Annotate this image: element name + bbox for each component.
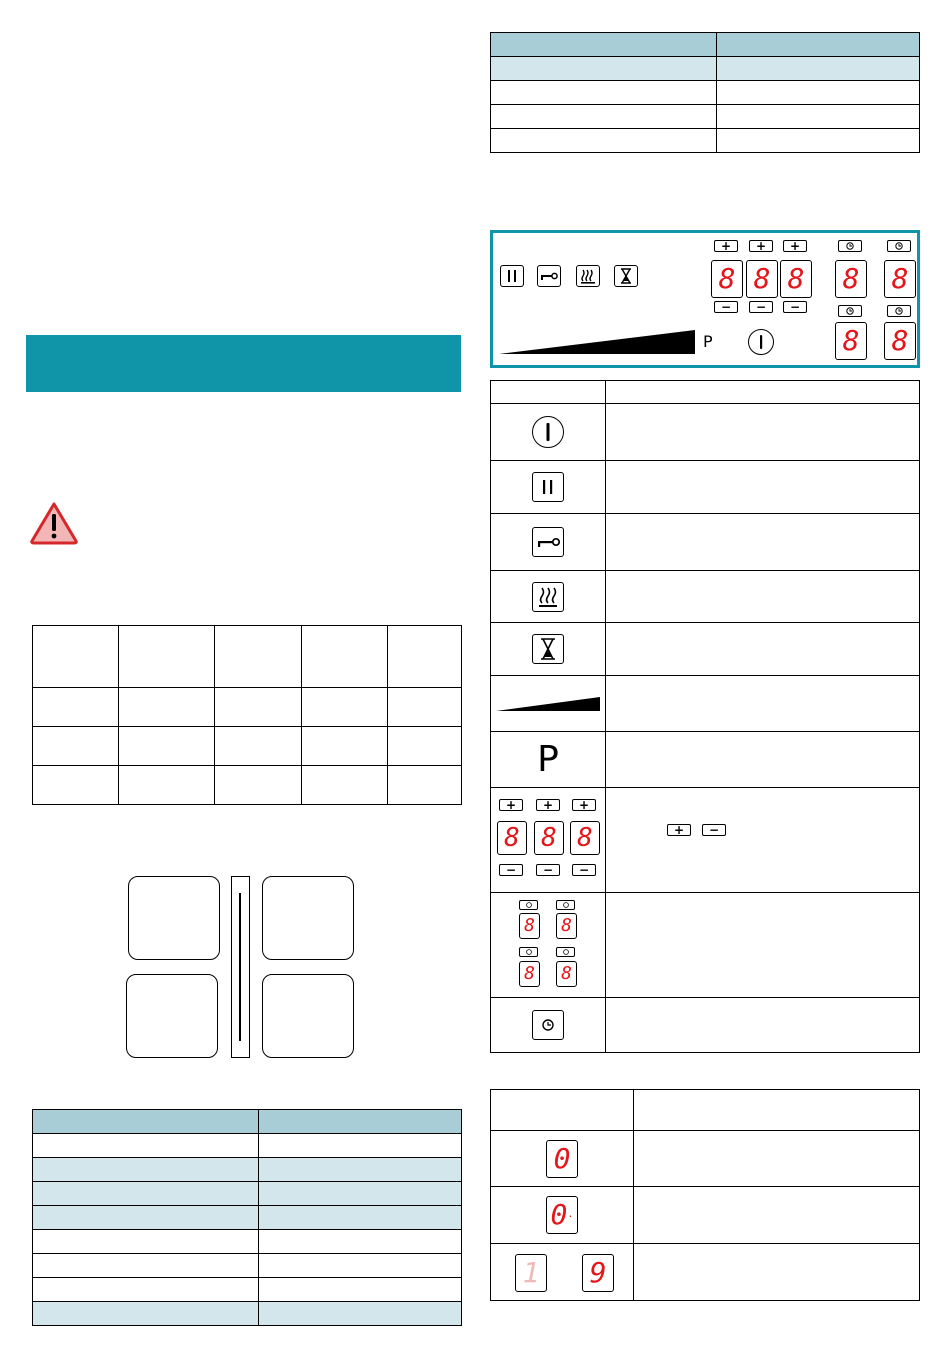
zone-display	[746, 260, 778, 298]
status-digit: 0 .	[550, 1198, 574, 1231]
table-row	[491, 33, 920, 57]
plus-icon: +	[578, 798, 590, 812]
plus-icon: +	[755, 239, 767, 253]
table-row	[33, 1182, 462, 1206]
minus-icon: −	[720, 300, 732, 314]
key-lock-icon	[532, 527, 564, 557]
minus-icon: −	[708, 823, 720, 837]
control-strip	[231, 876, 250, 1058]
table-row	[491, 732, 920, 788]
zone-display	[497, 821, 527, 855]
timer-clock-icon[interactable]	[887, 240, 911, 252]
status-display	[515, 1254, 547, 1292]
key-lock-icon[interactable]	[537, 265, 561, 287]
minus-button	[702, 824, 726, 836]
power-slider-icon[interactable]	[499, 328, 695, 356]
timer-digit: 8	[842, 262, 860, 295]
plus-button	[536, 799, 560, 811]
cooking-zone	[262, 974, 354, 1058]
timer-clock-icon[interactable]	[887, 305, 911, 317]
minus-button[interactable]	[783, 301, 807, 313]
spec-table	[32, 625, 462, 805]
zone-digit: 8	[753, 262, 771, 295]
timer-display	[884, 322, 916, 360]
table-row	[491, 1090, 920, 1131]
zone-digit: 8	[541, 823, 557, 853]
table-row	[491, 514, 920, 571]
zone-digit: 8	[718, 262, 736, 295]
top-table	[490, 32, 920, 153]
table-row	[33, 727, 462, 766]
minus-icon: −	[789, 300, 801, 314]
table-row	[491, 998, 920, 1053]
minus-button	[536, 864, 560, 876]
timer-display	[835, 260, 867, 298]
timer-digit: 8	[524, 915, 535, 936]
plus-icon: +	[542, 798, 554, 812]
control-panel	[490, 230, 920, 368]
table-row	[33, 1206, 462, 1230]
table-row	[33, 626, 462, 688]
zone-display	[780, 260, 812, 298]
table-row	[491, 461, 920, 514]
status-digit: 0	[553, 1141, 571, 1175]
cooking-zone	[126, 974, 218, 1058]
timer-clock-icon	[556, 947, 575, 957]
minus-icon: −	[505, 863, 517, 877]
table-row	[33, 1158, 462, 1182]
table-row	[33, 1110, 462, 1134]
plus-button[interactable]	[749, 240, 773, 252]
zone-digit: 8	[577, 823, 593, 853]
booster-icon: P	[537, 738, 559, 780]
minus-icon: −	[755, 300, 767, 314]
table-row	[491, 57, 920, 81]
plus-icon: +	[789, 239, 801, 253]
table-row	[491, 676, 920, 732]
timer-clock-icon	[556, 900, 575, 910]
zone-digit: 8	[504, 823, 520, 853]
plus-icon: +	[505, 798, 517, 812]
timer-display	[556, 961, 577, 987]
timer-display	[835, 322, 867, 360]
cooking-zone	[128, 876, 220, 960]
timer-display	[884, 260, 916, 298]
timer-digit: 8	[561, 915, 572, 936]
table-row	[33, 1230, 462, 1254]
minus-button[interactable]	[749, 301, 773, 313]
plus-button[interactable]	[714, 240, 738, 252]
table-row	[491, 404, 920, 461]
table-row	[491, 893, 920, 998]
table-row	[33, 1134, 462, 1158]
table-row	[491, 788, 920, 893]
power-icon[interactable]	[748, 329, 774, 355]
warning-triangle-icon	[29, 501, 79, 545]
keep-warm-icon[interactable]	[576, 265, 600, 287]
timer-clock-icon[interactable]	[838, 305, 862, 317]
timer-clock-icon	[519, 947, 538, 957]
keep-warm-icon	[532, 582, 564, 612]
symbol-table	[490, 380, 920, 1053]
table-row	[491, 1131, 920, 1187]
section-header-band	[26, 335, 461, 392]
timer-digit: 8	[561, 963, 572, 984]
timer-clock-icon	[532, 1010, 564, 1040]
status-display	[546, 1196, 578, 1234]
timer-display	[519, 961, 540, 987]
table-row	[33, 1278, 462, 1302]
status-digit: 9	[589, 1256, 607, 1289]
zone-display	[711, 260, 743, 298]
zone-digit: 8	[787, 262, 805, 295]
table-row	[33, 1302, 462, 1326]
table-row	[491, 381, 920, 404]
timer-clock-icon[interactable]	[838, 240, 862, 252]
timer-clock-icon	[519, 900, 538, 910]
table-row	[491, 571, 920, 623]
table-row	[33, 1254, 462, 1278]
plus-button[interactable]	[783, 240, 807, 252]
hourglass-icon[interactable]	[614, 265, 638, 287]
pause-icon[interactable]	[500, 265, 524, 287]
zone-display	[570, 821, 600, 855]
plus-icon: +	[673, 823, 685, 837]
table-row	[33, 688, 462, 727]
zone-display	[534, 821, 564, 855]
pause-icon	[532, 472, 564, 502]
table-row	[491, 81, 920, 105]
table-row	[491, 1244, 920, 1301]
timer-display	[556, 913, 577, 939]
plus-button	[499, 799, 523, 811]
timer-digit: 8	[891, 324, 909, 357]
minus-button[interactable]	[714, 301, 738, 313]
minus-button	[572, 864, 596, 876]
table-row	[491, 1187, 920, 1244]
power-icon	[532, 416, 564, 448]
table-row	[491, 623, 920, 676]
hob-diagram	[125, 875, 357, 1060]
minus-icon: −	[578, 863, 590, 877]
plus-icon: +	[720, 239, 732, 253]
plus-button	[572, 799, 596, 811]
timer-digit: 8	[524, 963, 535, 984]
display-table	[490, 1089, 920, 1301]
minus-button	[499, 864, 523, 876]
booster-label[interactable]: P	[703, 332, 713, 351]
hourglass-icon	[532, 634, 564, 664]
plus-button	[667, 824, 691, 836]
status-display	[546, 1140, 578, 1178]
table-row	[491, 105, 920, 129]
timer-digit: 8	[842, 324, 860, 357]
power-slider-icon	[496, 696, 600, 712]
timer-display	[519, 913, 540, 939]
minus-icon: −	[542, 863, 554, 877]
timer-digit: 8	[891, 262, 909, 295]
table-row	[33, 766, 462, 805]
status-display	[582, 1254, 614, 1292]
table-row	[491, 129, 920, 153]
status-digit: 1	[522, 1256, 540, 1289]
cooking-zone	[262, 876, 354, 960]
zone-table	[32, 1109, 462, 1326]
